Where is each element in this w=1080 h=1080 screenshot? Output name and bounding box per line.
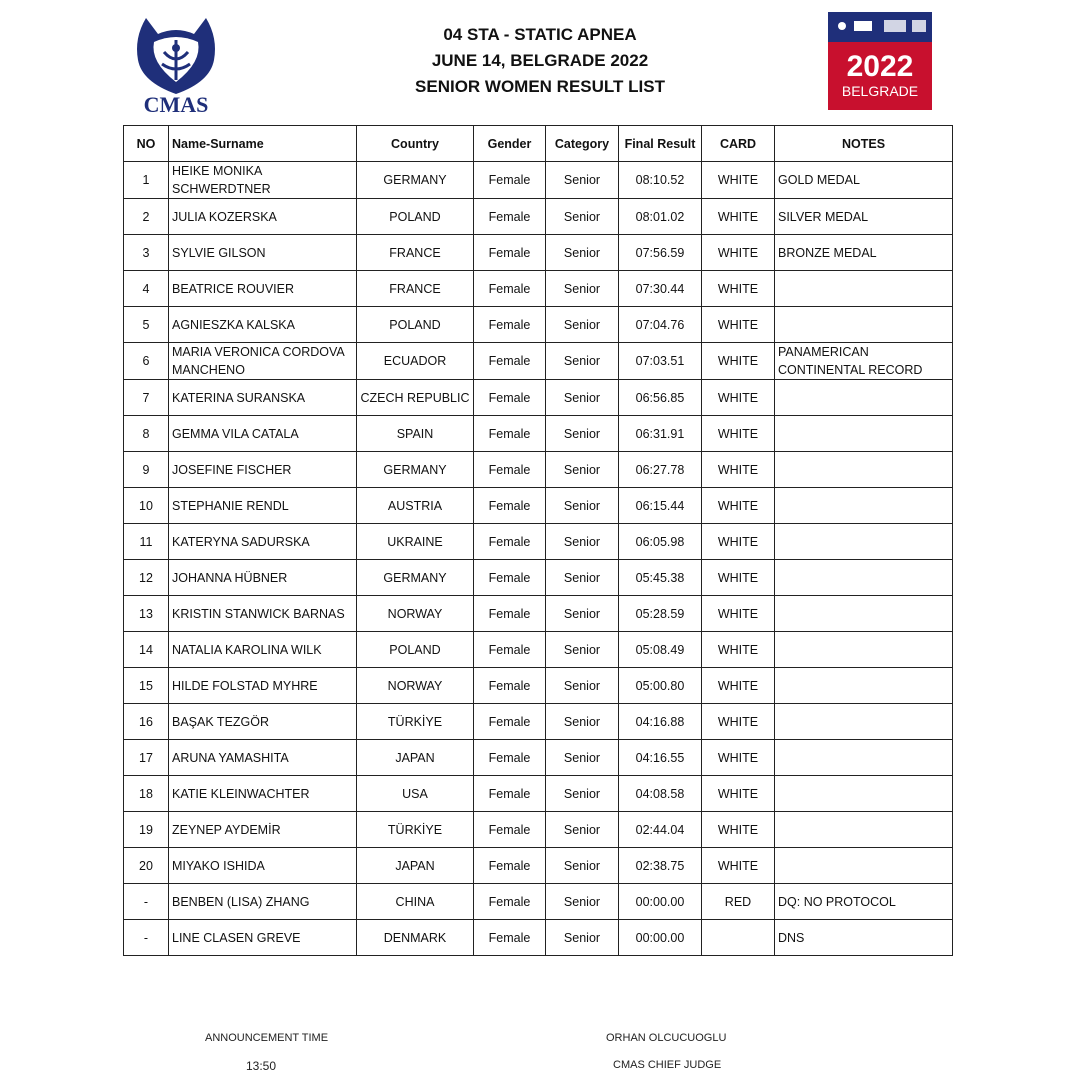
- table-row: [124, 668, 953, 704]
- cell-category: Senior: [546, 776, 619, 812]
- results-table: [123, 125, 953, 956]
- cell-card: WHITE: [702, 488, 775, 524]
- cell-gender: Female: [474, 343, 546, 380]
- cell-no: 10: [124, 488, 169, 524]
- cell-country: TÜRKİYE: [357, 704, 474, 740]
- cell-category: Senior: [546, 199, 619, 235]
- table-header-row: [124, 126, 953, 162]
- cell-no: 14: [124, 632, 169, 668]
- cell-notes: [775, 307, 953, 343]
- cell-final-result: 07:56.59: [619, 235, 702, 271]
- cell-category: Senior: [546, 596, 619, 632]
- cell-no: 18: [124, 776, 169, 812]
- table-row: [124, 307, 953, 343]
- cell-name: KATIE KLEINWACHTER: [169, 776, 357, 812]
- table-row: [124, 848, 953, 884]
- cell-country: GERMANY: [357, 452, 474, 488]
- cell-notes: [775, 596, 953, 632]
- table-body: [124, 162, 953, 956]
- cell-category: Senior: [546, 668, 619, 704]
- cell-no: 8: [124, 416, 169, 452]
- header-no: NO: [124, 126, 169, 162]
- cell-country: JAPAN: [357, 848, 474, 884]
- belgrade-logo-graphic: [828, 12, 932, 110]
- cell-name: MIYAKO ISHIDA: [169, 848, 357, 884]
- cell-card: WHITE: [702, 776, 775, 812]
- cmas-logo: [128, 8, 224, 120]
- header-category: Category: [546, 126, 619, 162]
- cell-name: KATERYNA SADURSKA: [169, 524, 357, 560]
- table-row: [124, 199, 953, 235]
- header-name: Name-Surname: [169, 126, 357, 162]
- header-card: CARD: [702, 126, 775, 162]
- announcement-time: 13:50: [246, 1059, 277, 1073]
- cell-final-result: 06:27.78: [619, 452, 702, 488]
- cell-notes: [775, 668, 953, 704]
- cell-final-result: 05:08.49: [619, 632, 702, 668]
- cell-card: RED: [702, 884, 775, 920]
- cell-card: WHITE: [702, 271, 775, 307]
- table-row: [124, 416, 953, 452]
- cell-no: 17: [124, 740, 169, 776]
- cell-no: 4: [124, 271, 169, 307]
- cell-name: KATERINA SURANSKA: [169, 380, 357, 416]
- cell-notes: [775, 704, 953, 740]
- cell-country: UKRAINE: [357, 524, 474, 560]
- cell-gender: Female: [474, 380, 546, 416]
- cell-card: WHITE: [702, 632, 775, 668]
- cell-name: MARIA VERONICA CORDOVA MANCHENO: [169, 343, 357, 380]
- cell-name: JULIA KOZERSKA: [169, 199, 357, 235]
- cell-country: POLAND: [357, 632, 474, 668]
- cell-gender: Female: [474, 884, 546, 920]
- cell-category: Senior: [546, 704, 619, 740]
- cell-gender: Female: [474, 488, 546, 524]
- table-row: [124, 524, 953, 560]
- cell-gender: Female: [474, 560, 546, 596]
- table-row: [124, 812, 953, 848]
- header-country: Country: [357, 126, 474, 162]
- cell-notes: [775, 848, 953, 884]
- cell-final-result: 04:08.58: [619, 776, 702, 812]
- cell-name: ARUNA YAMASHITA: [169, 740, 357, 776]
- cell-card: [702, 920, 775, 956]
- cell-no: -: [124, 920, 169, 956]
- cell-no: 2: [124, 199, 169, 235]
- cell-final-result: 05:00.80: [619, 668, 702, 704]
- cell-no: 20: [124, 848, 169, 884]
- cell-notes: [775, 560, 953, 596]
- header-final-result: Final Result: [619, 126, 702, 162]
- cell-category: Senior: [546, 162, 619, 199]
- cell-card: WHITE: [702, 162, 775, 199]
- cell-gender: Female: [474, 162, 546, 199]
- cell-gender: Female: [474, 524, 546, 560]
- cell-card: WHITE: [702, 416, 775, 452]
- cell-final-result: 06:05.98: [619, 524, 702, 560]
- cell-gender: Female: [474, 740, 546, 776]
- chief-judge-name: ORHAN OLCUCUOGLU: [606, 1032, 727, 1044]
- cell-name: HEIKE MONIKA SCHWERDTNER: [169, 162, 357, 199]
- cmas-emblem-icon: [128, 8, 224, 120]
- announcement-label: ANNOUNCEMENT TIME: [205, 1032, 329, 1044]
- cell-card: WHITE: [702, 704, 775, 740]
- chief-judge-title: CMAS CHIEF JUDGE: [613, 1059, 722, 1071]
- cell-category: Senior: [546, 920, 619, 956]
- cell-final-result: 07:30.44: [619, 271, 702, 307]
- cell-category: Senior: [546, 380, 619, 416]
- cell-no: 15: [124, 668, 169, 704]
- table-row: [124, 596, 953, 632]
- cell-notes: [775, 488, 953, 524]
- table-row: [124, 632, 953, 668]
- table-row: [124, 560, 953, 596]
- cell-final-result: 07:03.51: [619, 343, 702, 380]
- cell-category: Senior: [546, 740, 619, 776]
- cell-name: ZEYNEP AYDEMİR: [169, 812, 357, 848]
- cell-category: Senior: [546, 452, 619, 488]
- cell-notes: [775, 524, 953, 560]
- cell-category: Senior: [546, 848, 619, 884]
- table-row: [124, 776, 953, 812]
- cell-country: FRANCE: [357, 271, 474, 307]
- cell-country: GERMANY: [357, 162, 474, 199]
- cell-gender: Female: [474, 596, 546, 632]
- cell-gender: Female: [474, 920, 546, 956]
- cell-card: WHITE: [702, 560, 775, 596]
- cell-country: NORWAY: [357, 596, 474, 632]
- cell-name: GEMMA VILA CATALA: [169, 416, 357, 452]
- cell-category: Senior: [546, 560, 619, 596]
- cell-notes: BRONZE MEDAL: [775, 235, 953, 271]
- cell-final-result: 07:04.76: [619, 307, 702, 343]
- cell-card: WHITE: [702, 524, 775, 560]
- cell-gender: Female: [474, 848, 546, 884]
- page-margin-left: [0, 0, 112, 1080]
- cell-final-result: 04:16.88: [619, 704, 702, 740]
- cell-gender: Female: [474, 452, 546, 488]
- belgrade-logo-year: 2022: [846, 50, 914, 83]
- cell-final-result: 06:31.91: [619, 416, 702, 452]
- cell-no: 19: [124, 812, 169, 848]
- cell-name: HILDE FOLSTAD MYHRE: [169, 668, 357, 704]
- table-row: [124, 740, 953, 776]
- cell-card: WHITE: [702, 740, 775, 776]
- cell-name: STEPHANIE RENDL: [169, 488, 357, 524]
- cell-notes: DQ: NO PROTOCOL: [775, 884, 953, 920]
- cell-final-result: 00:00.00: [619, 920, 702, 956]
- cell-country: NORWAY: [357, 668, 474, 704]
- cell-final-result: 05:45.38: [619, 560, 702, 596]
- cell-notes: [775, 416, 953, 452]
- cell-country: CHINA: [357, 884, 474, 920]
- cell-final-result: 08:01.02: [619, 199, 702, 235]
- table-row: [124, 271, 953, 307]
- cell-notes: GOLD MEDAL: [775, 162, 953, 199]
- cell-final-result: 02:44.04: [619, 812, 702, 848]
- cell-category: Senior: [546, 235, 619, 271]
- cell-card: WHITE: [702, 812, 775, 848]
- event-date-location: JUNE 14, BELGRADE 2022: [431, 51, 649, 70]
- cell-card: WHITE: [702, 235, 775, 271]
- table-row: [124, 343, 953, 380]
- cell-notes: [775, 812, 953, 848]
- cell-card: WHITE: [702, 848, 775, 884]
- cell-name: JOHANNA HÜBNER: [169, 560, 357, 596]
- cell-country: CZECH REPUBLIC: [357, 380, 474, 416]
- cell-card: WHITE: [702, 380, 775, 416]
- cell-card: WHITE: [702, 596, 775, 632]
- cell-category: Senior: [546, 524, 619, 560]
- cell-country: USA: [357, 776, 474, 812]
- cell-gender: Female: [474, 704, 546, 740]
- cell-country: POLAND: [357, 199, 474, 235]
- cell-notes: DNS: [775, 920, 953, 956]
- cell-category: Senior: [546, 307, 619, 343]
- cell-name: JOSEFINE FISCHER: [169, 452, 357, 488]
- table-row: [124, 452, 953, 488]
- cell-gender: Female: [474, 307, 546, 343]
- cell-final-result: 06:56.85: [619, 380, 702, 416]
- cell-final-result: 02:38.75: [619, 848, 702, 884]
- cell-gender: Female: [474, 199, 546, 235]
- cell-country: AUSTRIA: [357, 488, 474, 524]
- table-row: [124, 704, 953, 740]
- page-margin-right: [970, 0, 1080, 1080]
- cell-card: WHITE: [702, 199, 775, 235]
- cell-notes: PANAMERICAN CONTINENTAL RECORD: [775, 343, 953, 380]
- cell-gender: Female: [474, 416, 546, 452]
- cell-country: FRANCE: [357, 235, 474, 271]
- cell-name: NATALIA KAROLINA WILK: [169, 632, 357, 668]
- cell-no: 9: [124, 452, 169, 488]
- cmas-logo-text: CMAS: [143, 92, 209, 117]
- result-list-title: SENIOR WOMEN RESULT LIST: [415, 77, 665, 96]
- cell-name: SYLVIE GILSON: [169, 235, 357, 271]
- cell-country: SPAIN: [357, 416, 474, 452]
- table-row: [124, 162, 953, 199]
- cell-country: GERMANY: [357, 560, 474, 596]
- cell-card: WHITE: [702, 307, 775, 343]
- cell-country: ECUADOR: [357, 343, 474, 380]
- cell-final-result: 05:28.59: [619, 596, 702, 632]
- cell-category: Senior: [546, 632, 619, 668]
- cell-notes: [775, 632, 953, 668]
- header-gender: Gender: [474, 126, 546, 162]
- cell-name: KRISTIN STANWICK BARNAS: [169, 596, 357, 632]
- cell-country: POLAND: [357, 307, 474, 343]
- cell-notes: [775, 452, 953, 488]
- cell-country: TÜRKİYE: [357, 812, 474, 848]
- cell-category: Senior: [546, 271, 619, 307]
- cell-category: Senior: [546, 343, 619, 380]
- belgrade-2022-logo: [828, 12, 932, 110]
- cell-no: -: [124, 884, 169, 920]
- belgrade-logo-city: BELGRADE: [841, 83, 919, 99]
- table-row: [124, 380, 953, 416]
- cell-no: 16: [124, 704, 169, 740]
- cell-no: 1: [124, 162, 169, 199]
- cell-name: AGNIESZKA KALSKA: [169, 307, 357, 343]
- cell-final-result: 04:16.55: [619, 740, 702, 776]
- cell-final-result: 00:00.00: [619, 884, 702, 920]
- cell-gender: Female: [474, 812, 546, 848]
- cell-name: BAŞAK TEZGÖR: [169, 704, 357, 740]
- cell-gender: Female: [474, 235, 546, 271]
- cell-gender: Female: [474, 271, 546, 307]
- table-row: [124, 488, 953, 524]
- cell-category: Senior: [546, 416, 619, 452]
- cell-no: 13: [124, 596, 169, 632]
- cell-name: LINE CLASEN GREVE: [169, 920, 357, 956]
- cell-notes: [775, 776, 953, 812]
- event-title: 04 STA - STATIC APNEA: [443, 25, 637, 44]
- table-row: [124, 884, 953, 920]
- cell-name: BENBEN (LISA) ZHANG: [169, 884, 357, 920]
- cell-category: Senior: [546, 884, 619, 920]
- cell-card: WHITE: [702, 452, 775, 488]
- header-notes: NOTES: [775, 126, 953, 162]
- cell-no: 7: [124, 380, 169, 416]
- table-row: [124, 235, 953, 271]
- cell-card: WHITE: [702, 343, 775, 380]
- cell-country: DENMARK: [357, 920, 474, 956]
- cell-notes: SILVER MEDAL: [775, 199, 953, 235]
- cell-notes: [775, 740, 953, 776]
- cell-category: Senior: [546, 812, 619, 848]
- cell-no: 3: [124, 235, 169, 271]
- cell-gender: Female: [474, 776, 546, 812]
- cell-no: 5: [124, 307, 169, 343]
- cell-no: 12: [124, 560, 169, 596]
- title-block: [340, 22, 740, 100]
- cell-notes: [775, 380, 953, 416]
- cell-card: WHITE: [702, 668, 775, 704]
- cell-final-result: 08:10.52: [619, 162, 702, 199]
- cell-name: BEATRICE ROUVIER: [169, 271, 357, 307]
- cell-gender: Female: [474, 668, 546, 704]
- cell-no: 6: [124, 343, 169, 380]
- cell-notes: [775, 271, 953, 307]
- table-row: [124, 920, 953, 956]
- cell-no: 11: [124, 524, 169, 560]
- cell-final-result: 06:15.44: [619, 488, 702, 524]
- cell-country: JAPAN: [357, 740, 474, 776]
- cell-category: Senior: [546, 488, 619, 524]
- cell-gender: Female: [474, 632, 546, 668]
